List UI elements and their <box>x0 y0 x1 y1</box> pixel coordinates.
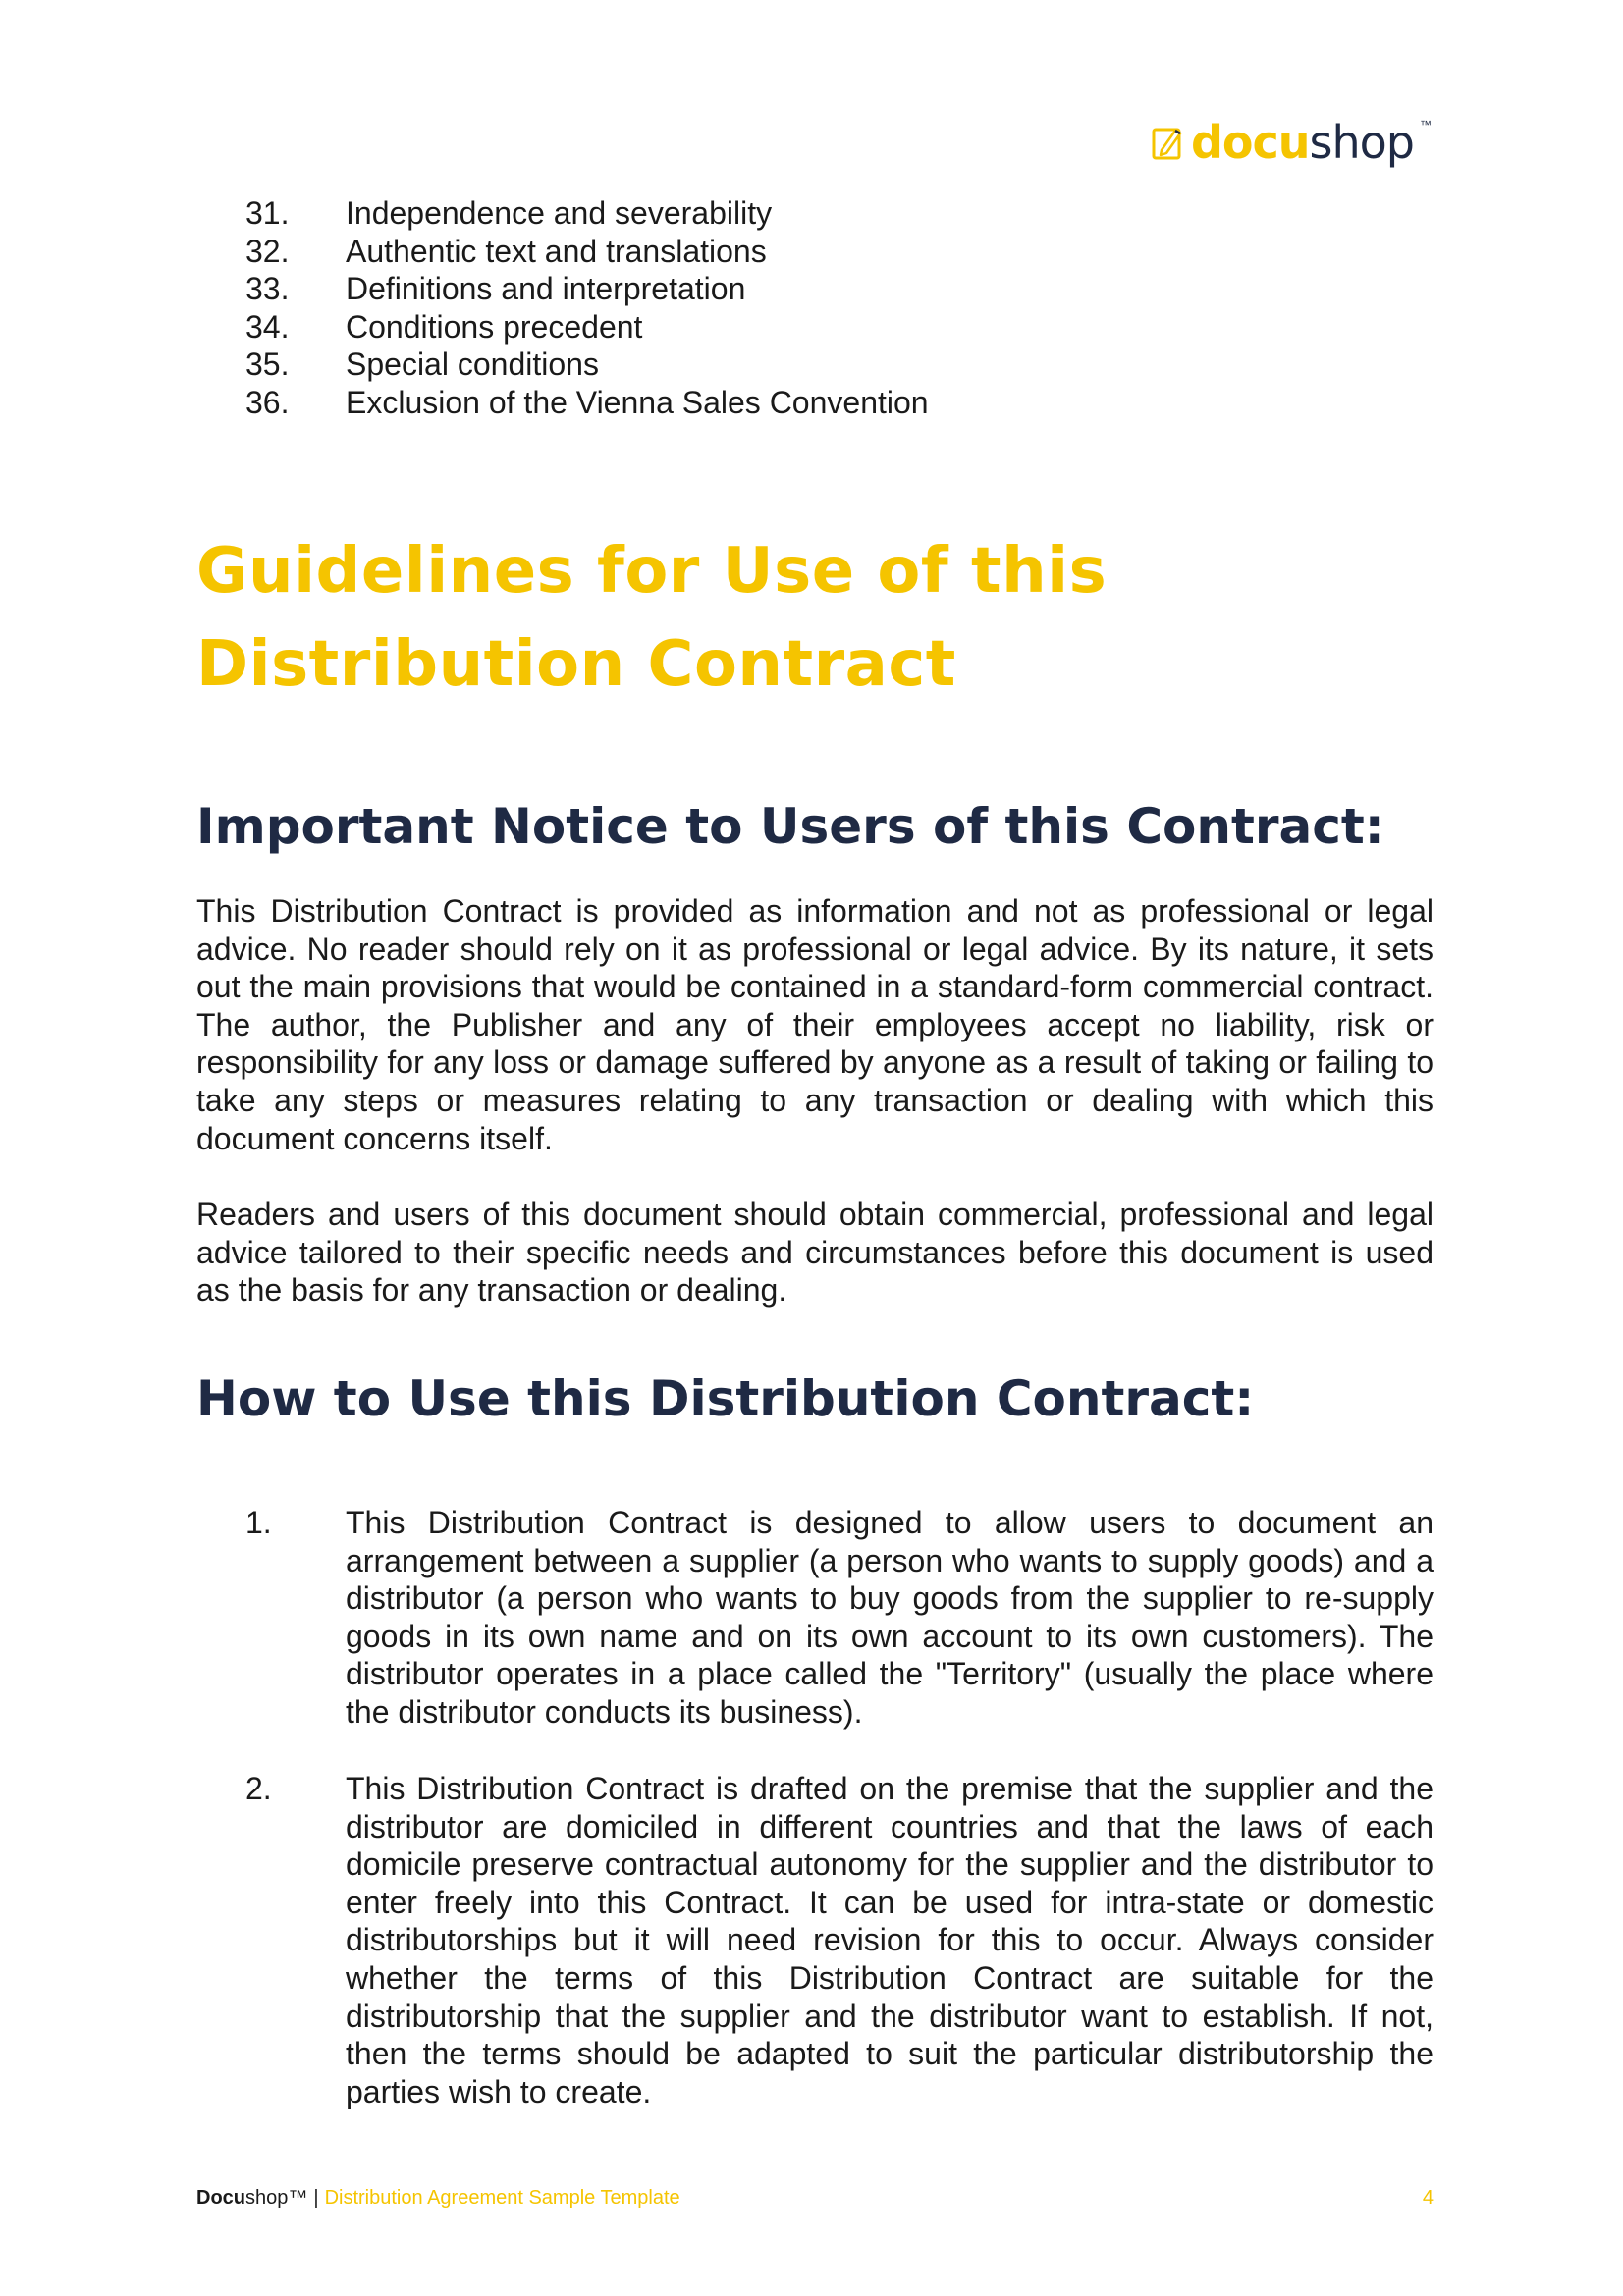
contents-list <box>245 194 1424 421</box>
page-footer <box>196 2187 1434 2210</box>
logo-docu: docu <box>1190 116 1310 169</box>
logo-shop: shop <box>1309 116 1414 169</box>
toc-label: Special conditions <box>346 347 599 382</box>
toc-item <box>245 384 1424 422</box>
toc-item <box>245 233 1424 271</box>
document-pen-icon <box>1152 125 1185 160</box>
toc-number: 31. <box>245 195 290 231</box>
toc-number: 33. <box>245 271 290 306</box>
logo-wordmark <box>1190 116 1414 169</box>
howto-item <box>245 1504 1434 1732</box>
howto-item-number: 1. <box>245 1505 272 1540</box>
notice-paragraph-2: Readers and users of this document should obtain commercial, professional and legal advice tailored to their specific needs and circumstances before this document is used as the basis for any transaction or dealing. <box>196 1197 1434 1308</box>
howto-item <box>245 1770 1434 2110</box>
page-title <box>196 525 1434 712</box>
howto-heading: How to Use this Distribution Contract: <box>196 1370 1255 1427</box>
toc-label: Definitions and interpretation <box>346 271 746 306</box>
footer-separator: | <box>313 2187 319 2209</box>
toc-label: Independence and severability <box>346 195 773 231</box>
toc-item <box>245 308 1424 347</box>
howto-item-text: This Distribution Contract is drafted on the premise that the supplier and the distributor are domiciled in different countries and that the laws of each domicile preserve contractual autonomy for the supplier and the distributor to enter freely into this Contract. It can be used for intra-state or domestic distributorships but it will need revision for this to occur. Always consider whether the terms of this Distribution Contract are suitable for the distributorship that the supplier and the distributor want to establish. If not, then the terms should be adapted to suit the particular distributorship the parties wish to create. <box>346 1771 1434 2109</box>
toc-item <box>245 346 1424 384</box>
toc-item <box>245 270 1424 308</box>
footer-brand-rest: shop™ <box>245 2187 308 2209</box>
toc-label: Conditions precedent <box>346 308 643 345</box>
toc-number: 32. <box>245 233 290 269</box>
toc-label: Exclusion of the Vienna Sales Convention <box>346 384 929 420</box>
notice-paragraph-1: This Distribution Contract is provided as information and not as professional or legal advice. No reader should rely on it as professional or legal advice. By its nature, it sets out the main provisions that would be contained in a standard-form commercial contract. The author, the Publisher and any of their employees accept no liability, risk or responsibility for any loss or damage suffered by anyone as a result of taking or failing to take any steps or measures relating to any transaction or dealing with which this document concerns itself. <box>196 893 1434 1156</box>
toc-label: Authentic text and translations <box>346 233 767 269</box>
toc-item <box>245 194 1424 233</box>
footer-brand-bold: Docu <box>196 2187 245 2209</box>
footer-document-title: Distribution Agreement Sample Template <box>324 2187 680 2209</box>
page-title-line-2: Distribution Contract <box>196 628 956 701</box>
toc-number: 35. <box>245 347 290 382</box>
toc-number: 34. <box>245 308 290 345</box>
howto-item-text: This Distribution Contract is designed to allow users to document an arrangement between a supplier (a person who wants to supply goods) and a distributor (a person who wants to buy goods from the supplier to re-supply goods in its own name and on its own account to its own customers). The distributor operates in a place called the "Territory" (usually the place where the distributor conducts its business). <box>346 1505 1434 1730</box>
howto-item-number: 2. <box>245 1771 272 1806</box>
page-number: 4 <box>1422 2187 1434 2209</box>
docushop-logo <box>1152 116 1432 169</box>
page-title-line-1: Guidelines for Use of this <box>196 535 1108 608</box>
notice-heading: Important Notice to Users of this Contract: <box>196 798 1384 855</box>
logo-trademark: ™ <box>1420 118 1432 132</box>
toc-number: 36. <box>245 384 290 420</box>
